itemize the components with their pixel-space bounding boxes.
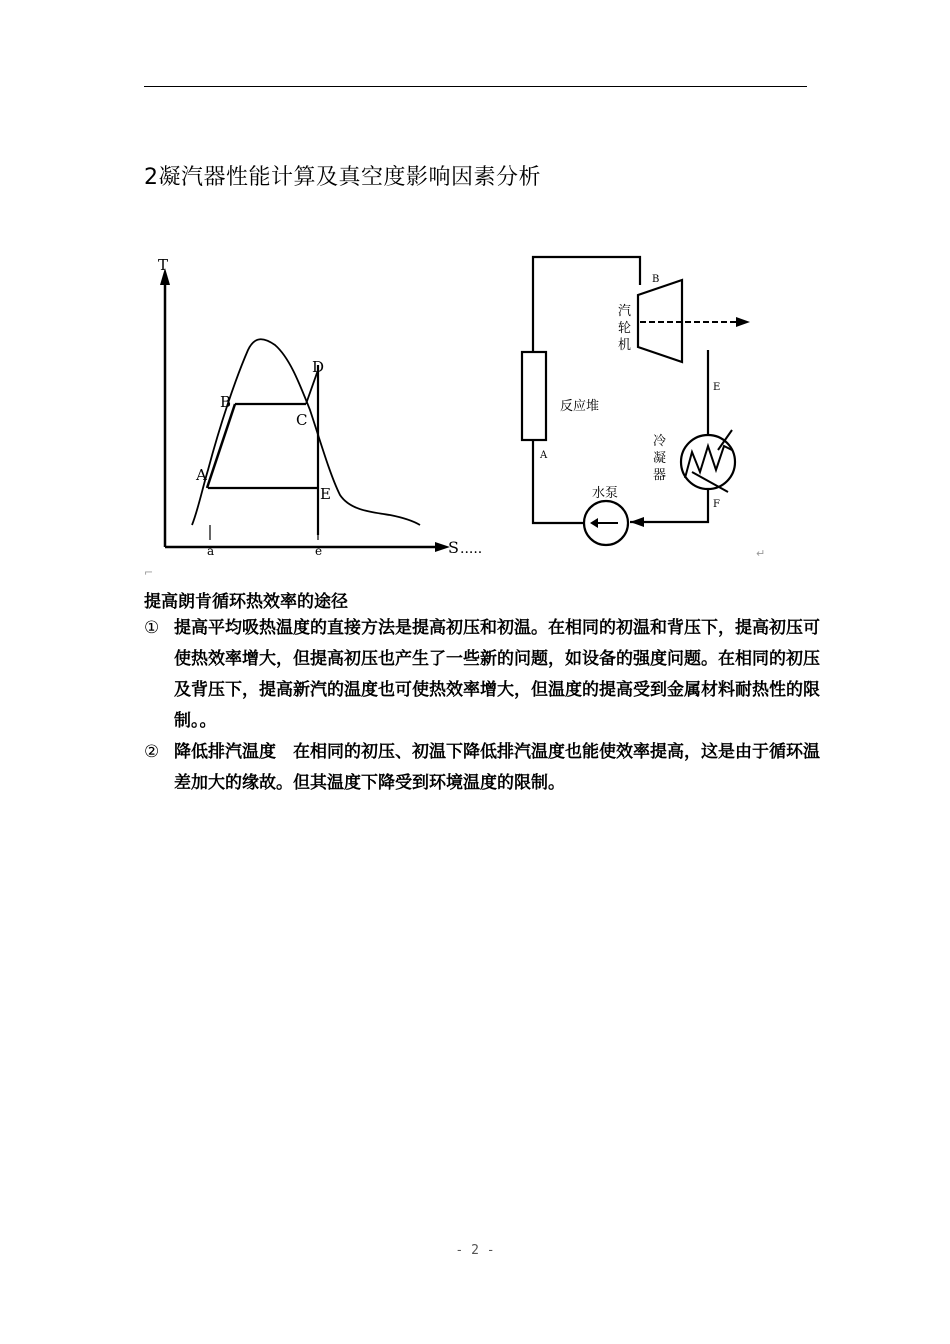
s-axis-label: S — [448, 538, 459, 557]
list-item-text: 降低排汽温度 在相同的初压、初温下降低排汽温度也能使效率提高，这是由于循环温差加大的缘故。但其温度下降受到环境温度的限制。 — [174, 742, 820, 793]
ts-label-e: E — [320, 485, 331, 503]
corner-mark: ⌐ — [144, 566, 154, 579]
pump-return-arrow — [630, 517, 644, 527]
ts-tick-e: e — [315, 544, 323, 558]
page-number: - 2 - — [455, 1243, 495, 1258]
ts-label-a: A — [196, 466, 207, 484]
list-item-text: 提高平均吸热温度的直接方法是提高初压和初温。在相同的初温和背压下，提高初压可使热效率增大，但提高初压也产生了一些新的问题，如设备的强度问题。在相同的初压及背压下，提高新汽的温度也可使热效率增大，但温度的提高受到金属材料耐热性的限制。。 — [174, 618, 820, 731]
reactor-shape — [522, 352, 546, 440]
turbine-label-2: 轮 — [618, 321, 632, 336]
shaft-arrow — [736, 317, 750, 327]
ts-tick-a: a — [207, 544, 215, 558]
t-axis-label: T — [158, 256, 169, 274]
pipe-condenser-pump — [630, 489, 708, 522]
list-item-number: ① — [144, 618, 160, 638]
cycle-label-e: E — [713, 382, 721, 393]
return-mark: ↵ — [756, 547, 766, 560]
reactor-label: 反应堆 — [560, 399, 600, 414]
cycle-label-a: A — [540, 450, 548, 461]
cycle-label-f: F — [713, 499, 720, 510]
cycle-label-b: B — [652, 274, 660, 285]
figure-rankine — [140, 240, 780, 570]
condenser-label-2: 凝 — [653, 451, 667, 466]
ts-diagram — [160, 268, 450, 552]
section-title: 2凝汽器性能计算及真空度影响因素分析 — [144, 165, 541, 190]
subheading: 提高朗肯循环热效率的途径 — [144, 592, 348, 612]
header-rule — [144, 86, 807, 87]
turbine-label-3: 机 — [618, 338, 632, 353]
line-a-b — [207, 404, 235, 488]
list-item-number: ② — [144, 742, 160, 762]
ts-label-c: C — [296, 411, 308, 429]
ts-label-b: B — [220, 393, 232, 411]
ts-label-d: D — [312, 358, 325, 376]
list-item — [144, 613, 824, 737]
pump-label: 水泵 — [592, 486, 619, 501]
condenser-label-3: 器 — [653, 468, 667, 483]
turbine-label-1: 汽 — [618, 304, 632, 319]
s-axis-dots: ..... — [460, 541, 483, 557]
list-item — [144, 737, 824, 799]
condenser-label-1: 冷 — [653, 434, 667, 449]
